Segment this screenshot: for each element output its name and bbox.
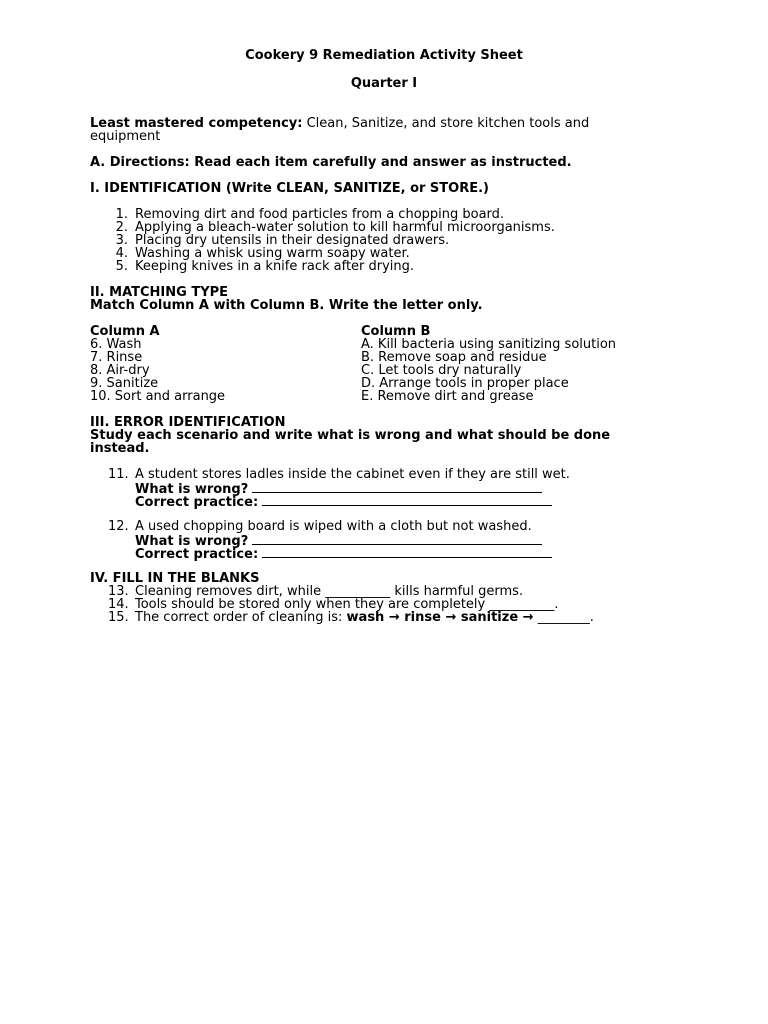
item-number: 5.	[115, 259, 128, 274]
column-b-header: Column B	[361, 324, 431, 339]
item-number: 1.	[115, 207, 128, 222]
cleaning-sequence: wash → rinse → sanitize →	[346, 610, 534, 625]
error-identification-heading: III. ERROR IDENTIFICATION	[90, 415, 286, 430]
error-instruction-line-2: instead.	[90, 441, 150, 456]
column-b-item: C. Let tools dry naturally	[361, 363, 522, 378]
competency-line-2: equipment	[90, 129, 161, 144]
item-number: 3.	[115, 233, 128, 248]
column-b-item: A. Kill bacteria using sanitizing solution	[361, 337, 617, 352]
sentence-before: Cleaning removes dirt, while	[135, 584, 326, 599]
item-text: Removing dirt and food particles from a chopping board.	[135, 207, 505, 222]
column-a-item: 8. Air-dry	[90, 363, 150, 378]
answer-blank[interactable]: ________.	[533, 610, 594, 625]
column-a-item: 9. Sanitize	[90, 376, 159, 391]
answer-blank[interactable]	[262, 494, 552, 506]
item-number: 4.	[115, 246, 128, 261]
sheet-title: Cookery 9 Remediation Activity Sheet	[245, 48, 523, 63]
column-a-item: 10. Sort and arrange	[90, 389, 226, 404]
correct-practice-row	[135, 546, 552, 561]
competency-line-1	[90, 117, 589, 130]
column-a-item: 6. Wash	[90, 337, 142, 352]
competency-label: Least mastered competency:	[90, 116, 303, 131]
item-number: 2.	[115, 220, 128, 235]
sentence-after: .	[554, 597, 559, 612]
item-number: 15.	[108, 610, 129, 625]
quarter-label: Quarter I	[350, 76, 418, 91]
item-text: Placing dry utensils in their designated drawers.	[135, 233, 450, 248]
fill-blank-sentence	[135, 611, 594, 624]
sentence-before: Tools should be stored only when they are completely	[135, 597, 490, 612]
item-number: 12.	[108, 519, 129, 534]
item-number: 14.	[108, 597, 129, 612]
correct-practice-row	[135, 494, 552, 509]
column-b-item: B. Remove soap and residue	[361, 350, 547, 365]
item-text: Applying a bleach-water solution to kill harmful microorganisms.	[135, 220, 555, 235]
column-a-header: Column A	[90, 324, 160, 339]
item-text: Washing a whisk using warm soapy water.	[135, 246, 410, 261]
scenario-text: A used chopping board is wiped with a cloth but not washed.	[135, 519, 532, 534]
answer-blank[interactable]: __________	[325, 584, 391, 599]
matching-heading: II. MATCHING TYPE	[90, 285, 229, 300]
identification-heading: I. IDENTIFICATION (Write CLEAN, SANITIZE, or STORE.)	[90, 181, 489, 196]
item-text: Keeping knives in a knife rack after drying.	[135, 259, 415, 274]
what-is-wrong-label: What is wrong?	[135, 534, 249, 549]
item-number: 11.	[108, 467, 129, 482]
answer-blank[interactable]	[262, 546, 552, 558]
answer-blank[interactable]	[252, 533, 542, 545]
column-b-item: E. Remove dirt and grease	[361, 389, 534, 404]
correct-practice-label: Correct practice:	[135, 495, 259, 510]
answer-blank[interactable]: __________	[489, 597, 555, 612]
error-instruction-line-1: Study each scenario and write what is wrong and what should be done	[90, 428, 611, 443]
column-b-item: D. Arrange tools in proper place	[361, 376, 569, 391]
fill-blanks-heading: IV. FILL IN THE BLANKS	[90, 571, 260, 586]
matching-instruction: Match Column A with Column B. Write the letter only.	[90, 298, 483, 313]
competency-text: Clean, Sanitize, and store kitchen tools and	[302, 116, 590, 131]
item-number: 13.	[108, 584, 129, 599]
sentence-after: kills harmful germs.	[390, 584, 524, 599]
directions: A. Directions: Read each item carefully and answer as instructed.	[90, 155, 572, 170]
answer-blank[interactable]	[252, 481, 542, 493]
sentence-before: The correct order of cleaning is:	[135, 610, 347, 625]
what-is-wrong-label: What is wrong?	[135, 482, 249, 497]
column-a-item: 7. Rinse	[90, 350, 143, 365]
scenario-text: A student stores ladles inside the cabinet even if they are still wet.	[135, 467, 570, 482]
correct-practice-label: Correct practice:	[135, 547, 259, 562]
